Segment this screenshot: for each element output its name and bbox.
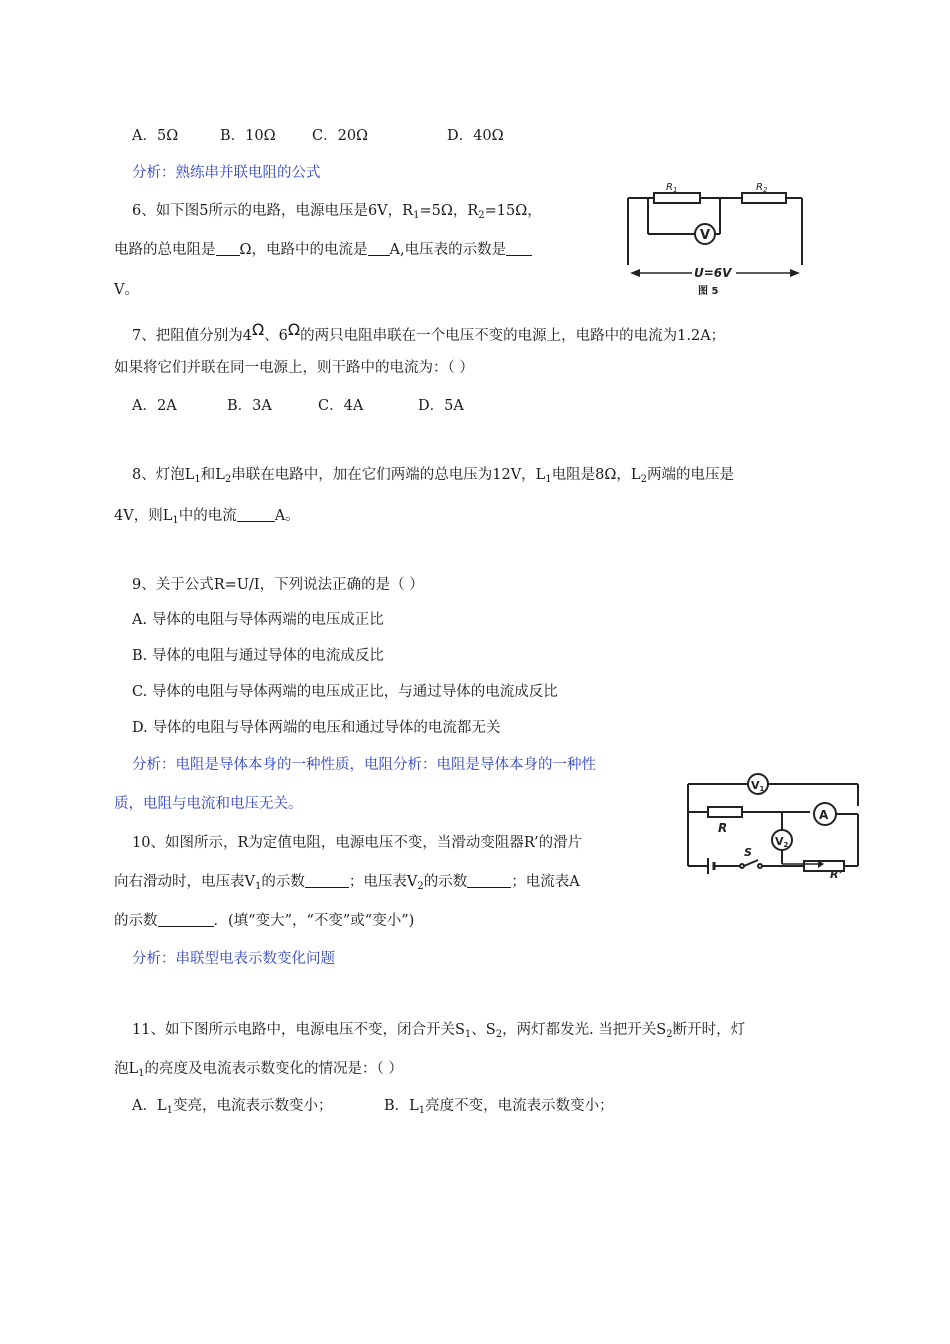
answer-blank[interactable] <box>305 873 349 888</box>
q8-text: A。 <box>274 508 300 524</box>
answer-blank[interactable] <box>368 241 390 256</box>
subscript: 1 <box>413 210 420 221</box>
q11-text: 泡L <box>114 1061 139 1077</box>
r-label: R <box>718 821 728 835</box>
subscript: 1 <box>138 1068 145 1079</box>
q10-line1: 10、如图所示，R为定值电阻，电源电压不变，当滑动变阻器R’的滑片 <box>132 835 583 851</box>
q10-text: 向右滑动时，电压表V <box>114 874 255 890</box>
q10-text: ．(填“变大”，“不变”或“变小”) <box>213 913 415 929</box>
q10-text: 的示数 <box>261 874 305 890</box>
q10-circuit-diagram <box>682 766 864 878</box>
q8-text: 电阻是8Ω，L <box>551 467 641 483</box>
q7-line1 <box>132 320 725 346</box>
q9-option-d: D. 导体的电阻与导体两端的电压和通过导体的电流都无关 <box>132 720 501 736</box>
q7-option-b: B．3A <box>227 398 272 414</box>
q7-option-c: C．4A <box>318 398 364 414</box>
r1-label: $R_1$ <box>666 182 678 194</box>
rheostat-label: R’ <box>830 868 843 878</box>
subscript: 1 <box>172 515 179 526</box>
answer-blank[interactable] <box>467 873 511 888</box>
subscript: 2 <box>417 881 424 892</box>
answer-blank[interactable] <box>237 507 275 522</box>
q5-option-c: C．20Ω <box>312 128 369 144</box>
q11-text: 、S <box>471 1022 496 1038</box>
q9-analysis-line2: 质，电阻与电流和电压无关。 <box>114 796 303 812</box>
q9-stem: 9、关于公式R=U/I，下列说法正确的是（ ） <box>132 577 424 593</box>
v2-label: V2 <box>775 835 789 849</box>
subscript: 1 <box>545 474 552 485</box>
switch-label: S <box>744 846 752 859</box>
q11-line2 <box>114 1059 403 1084</box>
subscript: 2 <box>478 210 485 221</box>
q5-option-d: D．40Ω <box>447 128 504 144</box>
q8-line2 <box>114 506 300 531</box>
q10-text: 的示数 <box>114 913 158 929</box>
subscript: 1 <box>254 881 262 892</box>
q9-analysis-line1: 分析：电阻是导体本身的一种性质，电阻分析：电阻是导体本身的一种性 <box>132 757 596 773</box>
q9-option-a: A. 导体的电阻与导体两端的电压成正比 <box>132 612 384 628</box>
voltage-label: U=6V <box>694 266 732 280</box>
q10-line2 <box>114 872 580 897</box>
q8-text: 和L <box>200 467 225 483</box>
q11-text: 断开时，灯 <box>672 1022 746 1038</box>
q10-text: ；电流表A <box>511 874 580 890</box>
q8-text: 串联在电路中，加在它们两端的总电压为12V，L <box>231 467 546 483</box>
q10-text: 的示数 <box>423 874 468 890</box>
v1-label: V1 <box>751 779 765 793</box>
q11-text: ，两灯都发光. 当把开关S <box>502 1022 667 1038</box>
q7-text: 、6 <box>264 328 288 344</box>
ohm-symbol: Ω <box>251 320 265 339</box>
q6-text: =5Ω，R <box>419 203 479 219</box>
q9-option-b: B. 导体的电阻与通过导体的电流成反比 <box>132 648 384 664</box>
subscript: 2 <box>666 1029 673 1040</box>
q6-line1 <box>132 201 542 226</box>
q8-text: 中的电流 <box>178 508 237 524</box>
q6-text: =15Ω， <box>484 203 542 219</box>
answer-blank[interactable] <box>506 241 532 256</box>
q11-text: 的亮度及电流表示数变化的情况是：（ ） <box>144 1061 403 1077</box>
q10-analysis: 分析：串联型电表示数变化问题 <box>132 951 335 967</box>
ohm-symbol: Ω <box>287 320 301 339</box>
q5-analysis: 分析：熟练串并联电阻的公式 <box>132 165 321 181</box>
q5-option-a: A．5Ω <box>132 128 179 144</box>
subscript: 2 <box>224 474 232 485</box>
q9-option-c: C. 导体的电阻与导体两端的电压成正比，与通过导体的电流成反比 <box>132 684 558 700</box>
q8-text: 两端的电压是 <box>646 467 734 483</box>
q10-text: ；电压表V <box>348 874 418 890</box>
q7-line2: 如果将它们并联在同一电源上，则干路中的电流为：（ ） <box>114 360 474 376</box>
q7-option-a: A．2A <box>132 398 177 414</box>
q6-text: A,电压表的示数是 <box>389 242 507 258</box>
q10-line3 <box>114 911 414 931</box>
ammeter-label: A <box>819 808 829 822</box>
subscript: 1 <box>194 474 201 485</box>
q6-text: Ω，电路中的电流是 <box>239 242 368 258</box>
subscript: 2 <box>640 474 647 485</box>
q11-line1 <box>132 1020 745 1045</box>
q11-option-b: B．$L_1$亮度不变，电流表示数变小； <box>384 1098 614 1116</box>
r2-label: $R_2$ <box>756 182 768 194</box>
subscript: 2 <box>495 1029 503 1040</box>
q7-text: 的两只电阻串联在一个电压不变的电源上，电路中的电流为1.2A； <box>300 328 726 344</box>
figure5-circuit-diagram <box>622 180 808 300</box>
figure-caption: 图 5 <box>698 286 719 297</box>
q6-line3: V。 <box>114 282 139 298</box>
q11-text: 11、如下图所示电路中，电源电压不变，闭合开关S <box>132 1022 465 1038</box>
q8-text: 4V，则L <box>114 508 173 524</box>
q5-option-b: B．10Ω <box>220 128 276 144</box>
q6-text: 6、如下图5所示的电路，电源电压是6V，R <box>132 203 414 219</box>
subscript: 1 <box>464 1029 472 1040</box>
answer-blank[interactable] <box>158 912 214 927</box>
q8-text: 8、灯泡L <box>132 467 195 483</box>
q6-text: 电路的总电阻是 <box>114 242 216 258</box>
q7-option-d: D．5A <box>418 398 464 414</box>
q11-option-a: A．$L_1$变亮，电流表示数变小； <box>132 1098 333 1116</box>
voltmeter-label: V <box>700 228 711 243</box>
q7-text: 7、把阻值分别为4 <box>132 328 252 344</box>
q6-line2 <box>114 240 532 260</box>
answer-blank[interactable] <box>216 241 240 256</box>
q8-line1 <box>132 465 734 490</box>
